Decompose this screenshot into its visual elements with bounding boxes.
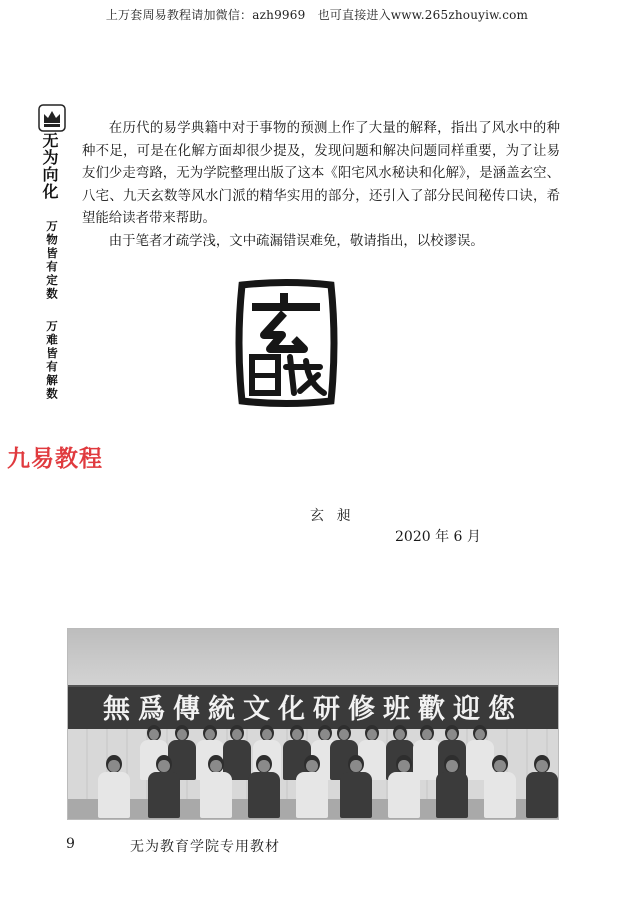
signature-name: 玄 昶 [310,508,355,524]
top-banner: 上万套周易教程请加微信：azh9969 也可直接进入www.265zhouyiw.com [105,8,529,22]
watermark-text: 九易教程 [7,446,103,472]
group-photo [67,628,559,820]
preface-body [82,118,560,253]
photo-wall [68,629,558,685]
photo-banner-text: 無爲傳統文化研修班歡迎您 [103,693,523,725]
signature-date: 2020 年 6 月 [395,529,481,545]
footer-label: 无为教育学院专用教材 [130,839,280,855]
preface-paragraph-1: 在历代的易学典籍中对于事物的预测上作了大量的解释，指出了风水中的种种不足，可是在化解方面却很少提及，发现问题和解决问题同样重要，为了让易友们少走弯路，无为学院整理出版了这本《阳宅风水秘诀和化解》，是涵盖玄空、八宅、九天玄数等风水门派的精华实用的部分，还引入了部分民间秘传口诀，希望能给读者带来帮助。 [82,121,560,226]
crown-emblem-icon [38,104,66,132]
preface-paragraph-2: 由于笔者才疏学浅，文中疏漏错误难免，敬请指出，以校谬误。 [108,233,484,249]
page-number: 9 [66,836,75,852]
sidebar-motto-1: 万物皆有定数 [45,220,59,301]
sidebar-brand: 无为向化 [40,132,59,200]
author-seal-stamp [234,279,338,407]
sidebar-motto-2: 万难皆有解数 [45,320,59,401]
